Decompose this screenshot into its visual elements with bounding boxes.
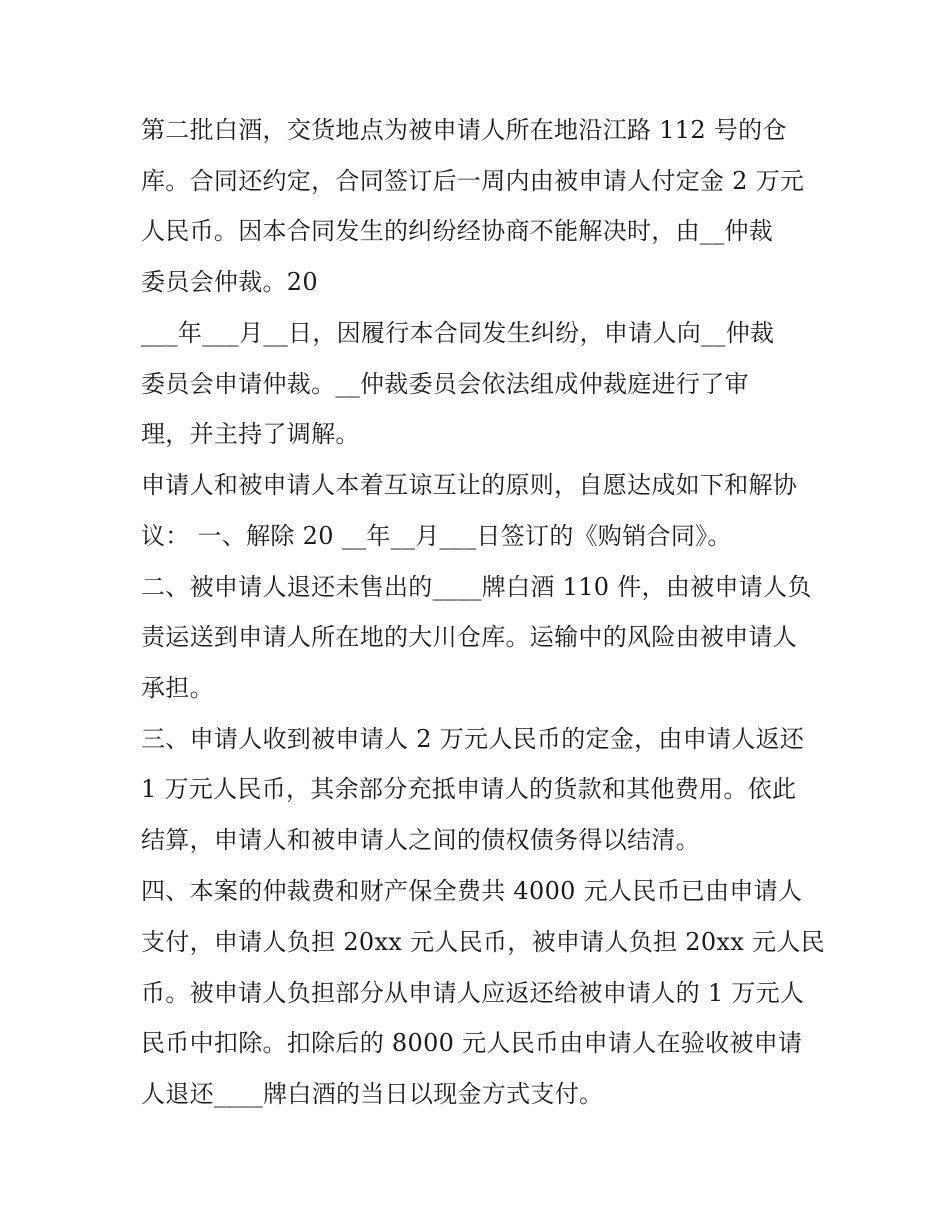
- text-line: 责运送到申请人所在地的大川仓库。运输中的风险由被申请人: [141, 623, 798, 651]
- text-line: 结算，申请人和被申请人之间的债权债务得以结清。: [141, 826, 700, 854]
- text-line: 人民币。因本合同发生的纠纷经协商不能解决时，由__仲裁: [141, 217, 774, 245]
- text-line: 四、本案的仲裁费和财产保全费共 4000 元人民币已由申请人: [141, 877, 803, 905]
- text-line: 承担。: [141, 674, 214, 702]
- text-line: 支付，申请人负担 20xx 元人民币，被申请人负担 20xx 元人民: [141, 928, 825, 956]
- text-line: 1 万元人民币，其余部分充抵申请人的货款和其他费用。依此: [141, 775, 797, 803]
- text-line: 三、申请人收到被申请人 2 万元人民币的定金，由申请人返还: [141, 725, 805, 753]
- text-line: 库。合同还约定，合同签订后一周内由被申请人付定金 2 万元: [141, 167, 805, 195]
- text-line: 第二批白酒，交货地点为被申请人所在地沿江路 112 号的仓: [141, 116, 787, 144]
- text-line: 民币中扣除。扣除后的 8000 元人民币由申请人在验收被申请: [141, 1029, 803, 1057]
- text-line: 二、被申请人退还未售出的____牌白酒 110 件，由被申请人负: [141, 573, 812, 601]
- text-line: 申请人和被申请人本着互谅互让的原则，自愿达成如下和解协: [141, 471, 798, 499]
- text-line: 议： 一、解除 20 __年__月___日签订的《购销合同》。: [141, 522, 732, 550]
- text-line: 委员会申请仲裁。__仲裁委员会依法组成仲裁庭进行了审: [141, 370, 749, 398]
- text-line: ___年___月__日，因履行本合同发生纠纷，申请人向__仲裁: [141, 319, 775, 347]
- text-line: 理，并主持了调解。: [141, 420, 360, 448]
- text-line: 委员会仲裁。20: [141, 268, 318, 296]
- text-line: 人退还____牌白酒的当日以现金方式支付。: [141, 1080, 604, 1108]
- text-line: 币。被申请人负担部分从申请人应返还给被申请人的 1 万元人: [141, 979, 805, 1007]
